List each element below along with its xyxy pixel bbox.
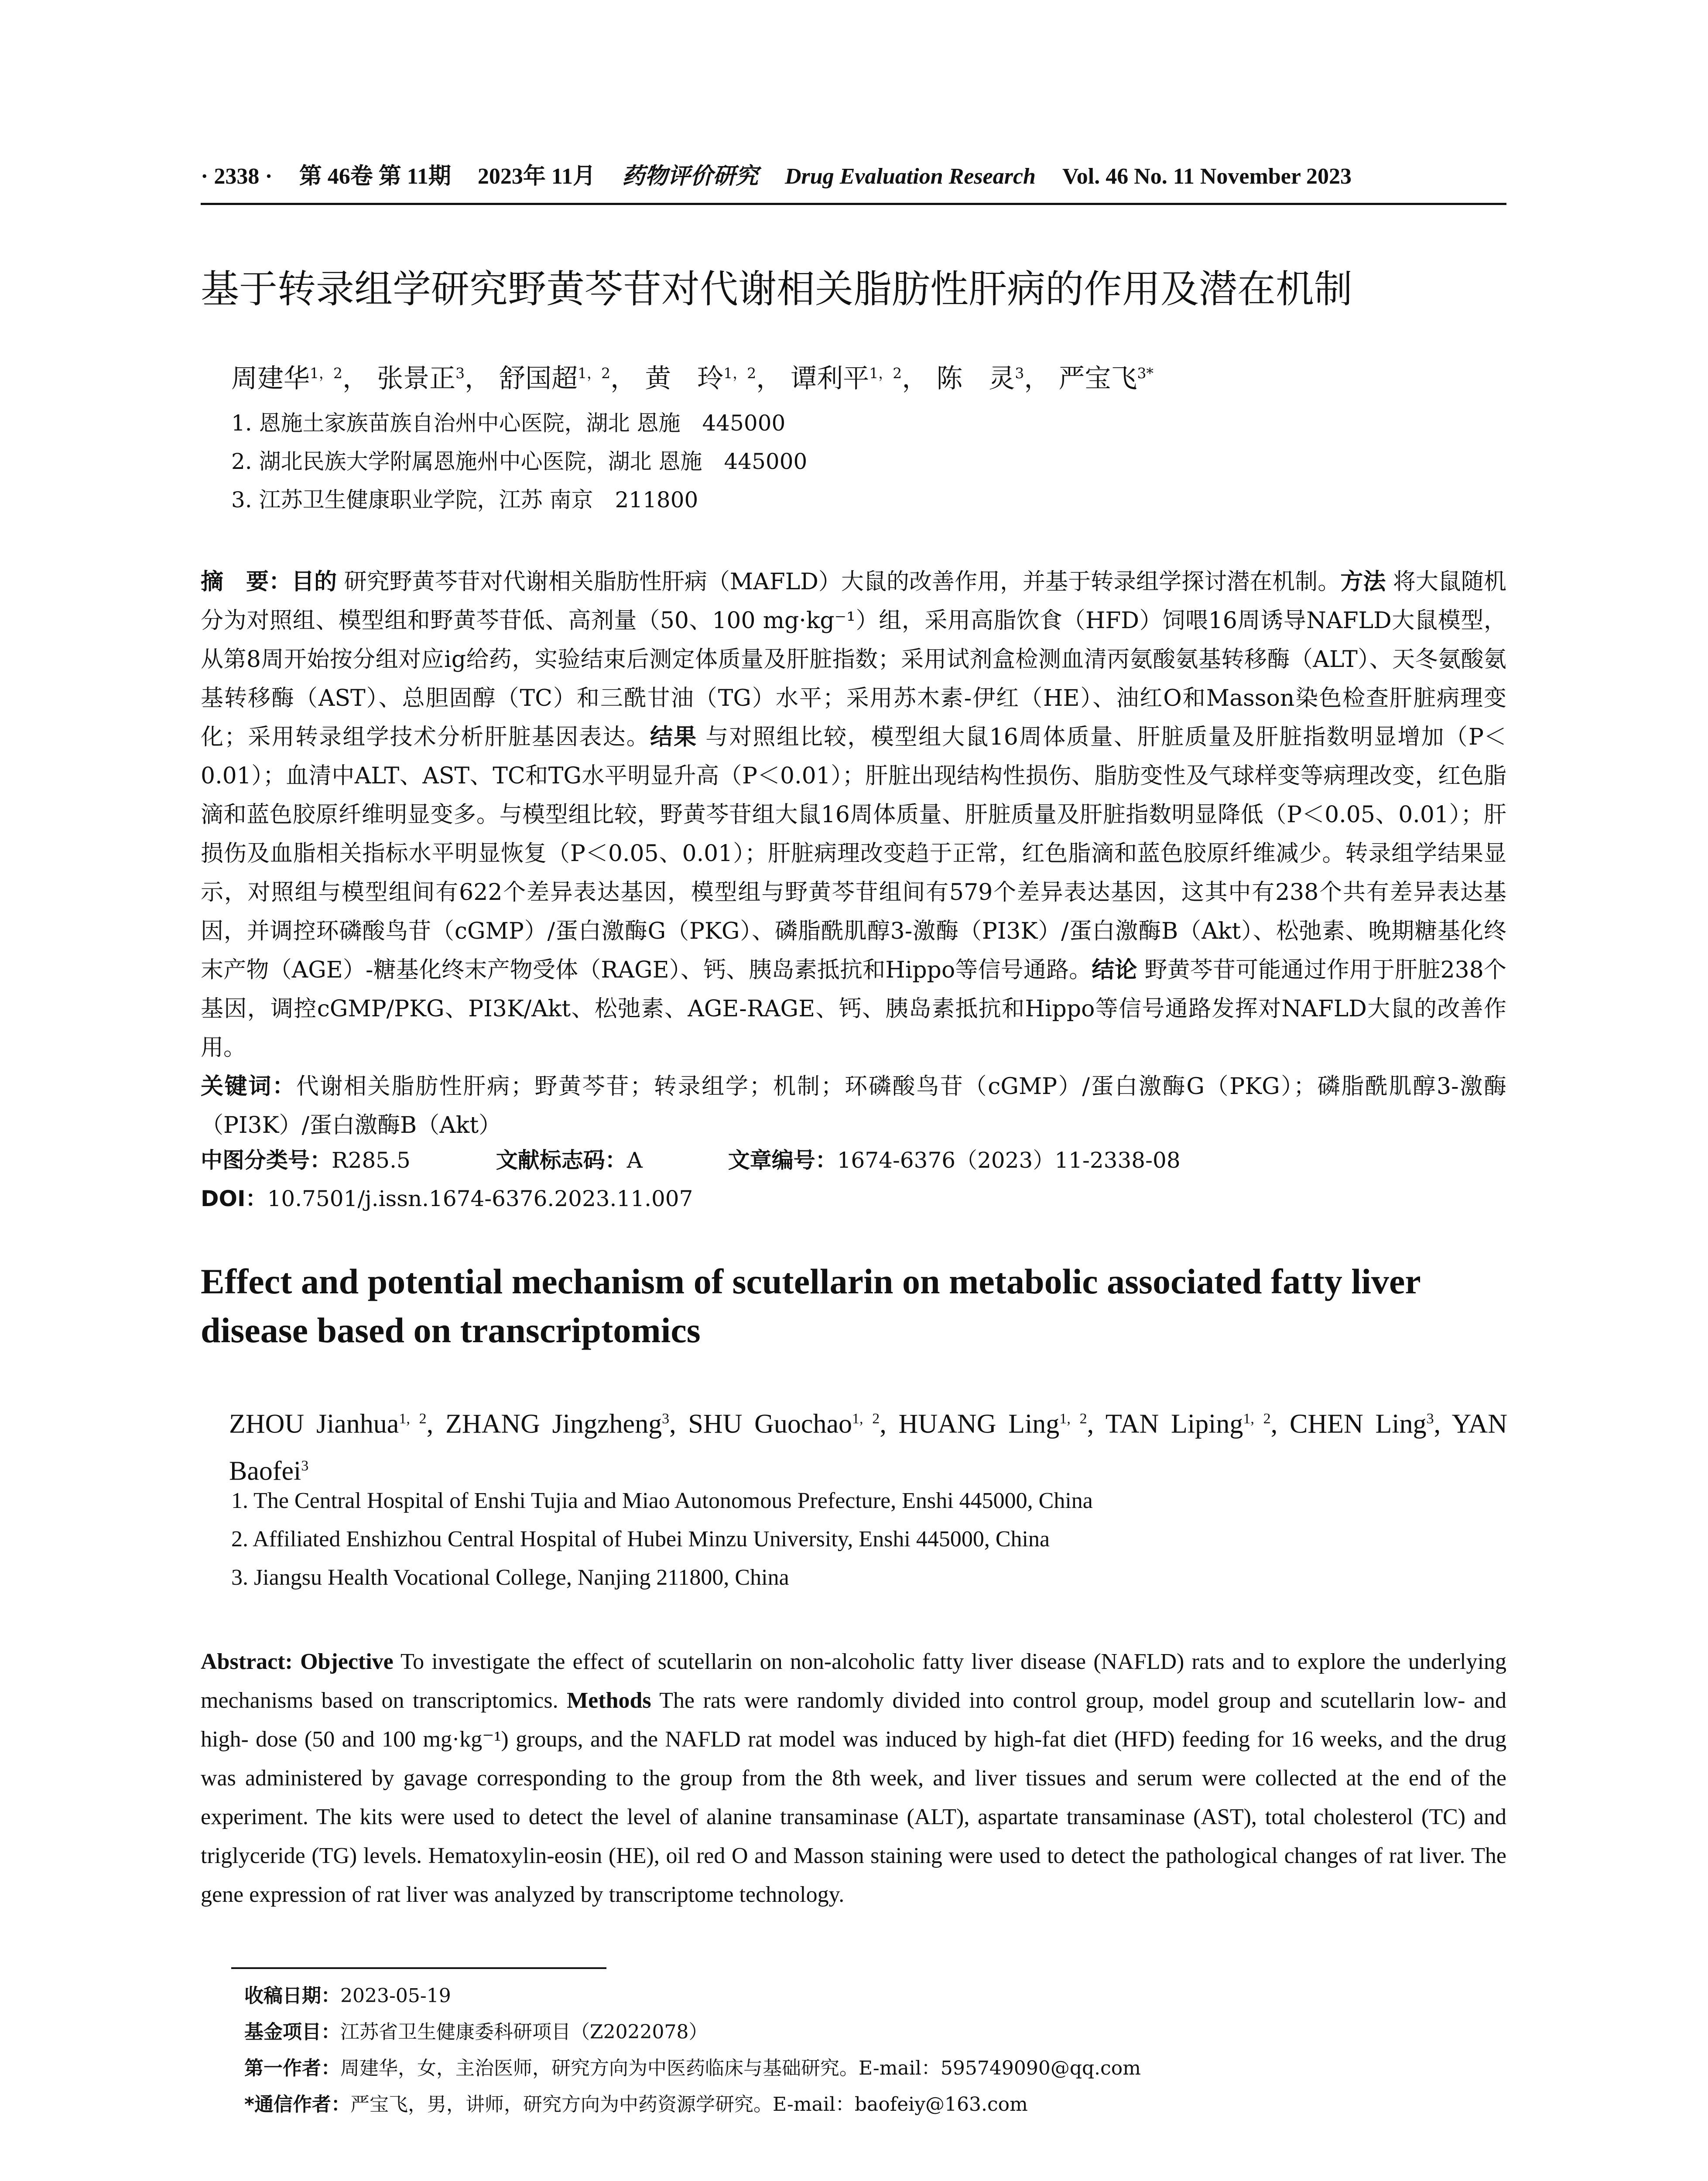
author-cn: 谭利平 <box>791 363 869 394</box>
results-cn-label: 结果 <box>650 724 698 750</box>
footnote-corresponding <box>244 2093 1028 2116</box>
author-sup: 1, 2 <box>1243 1411 1271 1427</box>
author-cn: 周建华 <box>231 363 310 394</box>
classification-line <box>201 1147 1181 1173</box>
keywords-cn-label: 关键词： <box>201 1073 296 1100</box>
footnote-label: 基金项目： <box>244 2021 340 2043</box>
abstract-cn-label: 摘 要： <box>201 569 292 595</box>
affiliation-en-3: 3. Jiangsu Health Vocational College, Nanjing 211800, China <box>231 1565 789 1590</box>
author-cn: 黄 玲 <box>645 363 724 394</box>
footnote-rule <box>231 1967 606 1969</box>
objective-cn: 研究野黄芩苷对代谢相关脂肪性肝病（MAFLD）大鼠的改善作用，并基于转录组学探讨潜在机制。 <box>344 569 1341 595</box>
author-sup: 3 <box>1426 1411 1434 1427</box>
clc-value: R285.5 <box>332 1148 411 1173</box>
author-sup: 1, 2 <box>852 1411 880 1427</box>
doi-label: DOI： <box>201 1186 267 1211</box>
title-en: Effect and potential mechanism of scutellarin on metabolic associated fatty liver disease based on transcriptomics <box>201 1261 1420 1350</box>
footnote-text: 2023-05-19 <box>340 1985 451 2007</box>
author-cn: 舒国超 <box>499 363 578 394</box>
abstract-en-label: Abstract: <box>201 1649 293 1674</box>
affiliation-cn-1: 1. 恩施土家族苗族自治州中心医院，湖北 恩施 445000 <box>231 410 786 436</box>
author-en: ZHANG Jingzheng <box>445 1409 662 1439</box>
article-number-label: 文章编号： <box>728 1148 837 1173</box>
author-sup: 1，2 <box>310 365 342 382</box>
abstract-en <box>201 1642 1506 1914</box>
author-sup: 3 <box>455 365 465 382</box>
footnote-text: 严宝飞，男，讲师，研究方向为中药资源学研究。E-mail：baofeiy@163.com <box>350 2093 1028 2116</box>
clc-label: 中图分类号： <box>201 1148 332 1173</box>
author-sup: 1，2 <box>578 365 611 382</box>
methods-cn: 将大鼠随机分为对照组、模型组和野黄芩苷低、高剂量（50、100 mg·kg⁻¹）组，采用高脂饮食（HFD）饲喂16周诱导NAFLD大鼠模型，从第8周开始按分组对应ig给药，实验结束后测定体质量及肝脏指数；采用试剂盒检测血清丙氨酸氨基转移酶（ALT）、天冬氨酸氨基转移酶（AST）、总胆固醇（TC）和三酰甘油（TG）水平；采用苏木素-伊红（HE）、油红O和Masson染色检查肝脏病理变化；采用转录组学技术分析肝脏基因表达。 <box>201 569 1506 750</box>
issue-en: Vol. 46 No. 11 November 2023 <box>1062 164 1352 189</box>
methods-en-label: Methods <box>567 1688 651 1713</box>
date-cn: 2023年 11月 <box>477 164 596 189</box>
header-rule <box>201 203 1506 205</box>
author-en: TAN Liping <box>1105 1409 1243 1439</box>
author-sup: 3* <box>1137 365 1153 382</box>
author-sup: 1, 2 <box>1059 1411 1087 1427</box>
objective-en-label: Objective <box>300 1649 394 1674</box>
authors-cn: 周建华$^{1,2}$， 张景正$^3$， 舒国超$^{1,2}$， 黄 玲$^{1,2}$， 谭利平$^{1,2}$， 陈 灵$^3$， 严宝飞$^{3*}$ <box>231 363 1153 394</box>
doi-value: 10.7501/j.issn.1674-6376.2023.11.007 <box>267 1186 693 1211</box>
conclusion-cn: 野黄芩苷可能通过作用于肝脏238个基因，调控cGMP/PKG、PI3K/Akt、松弛素、AGE-RAGE、钙、胰岛素抵抗和Hippo等信号通路发挥对NAFLD大鼠的改善作用。 <box>201 957 1506 1061</box>
author-cn: 张景正 <box>377 363 456 394</box>
author-cn: 严宝飞 <box>1058 363 1137 394</box>
issue-cn: 第 46卷 第 11期 <box>299 164 451 189</box>
methods-cn-label: 方法 <box>1340 569 1386 595</box>
footnote-label: *通信作者： <box>244 2093 351 2116</box>
author-sup: 1, 2 <box>399 1411 427 1427</box>
author-sup: 1，2 <box>723 365 756 382</box>
footnote-received <box>244 1985 451 2008</box>
authors-en: ZHOU Jianhua$^{1, 2}$, ZHANG Jingzheng$^3$, SHU Guochao$^{1, 2}$, HUANG Ling$^{1, 2}$, TAN Liping$^{1, 2}$, CHEN Ling$^3$, YAN Baofei$^3$ <box>229 1409 1508 1486</box>
doc-code-value: A <box>626 1148 643 1173</box>
footnote-label: 收稿日期： <box>244 1985 340 2007</box>
keywords-cn: 代谢相关脂肪性肝病；野黄芩苷；转录组学；机制；环磷酸鸟苷（cGMP）/蛋白激酶G（PKG）；磷脂酰肌醇3-激酶（PI3K）/蛋白激酶B（Akt） <box>201 1073 1506 1138</box>
author-en: CHEN Ling <box>1289 1409 1427 1439</box>
footnote-fund <box>244 2021 708 2044</box>
doi-line <box>201 1186 693 1212</box>
footnote-text: 周建华，女，主治医师，研究方向为中医药临床与基础研究。E-mail：595749090@qq.com <box>340 2057 1141 2079</box>
abstract-cn <box>201 563 1506 1145</box>
author-sup: 3 <box>662 1411 670 1427</box>
author-cn: 陈 灵 <box>936 363 1015 394</box>
journal-logo-cn: 药物评价研究 <box>622 163 758 189</box>
objective-cn-label: 目的 <box>291 569 337 595</box>
author-en: ZHOU Jianhua <box>229 1409 399 1439</box>
author-en: SHU Guochao <box>688 1409 852 1439</box>
results-cn: 与对照组比较，模型组大鼠16周体质量、肝脏质量及肝脏指数明显增加（P＜0.01）；血清中ALT、AST、TC和TG水平明显升高（P＜0.01）；肝脏出现结构性损伤、脂肪变性及气球样变等病理改变，红色脂滴和蓝色胶原纤维明显变多。与模型组比较，野黄芩苷组大鼠16周体质量、肝脏质量及肝脏指数明显降低（P＜0.05、0.01）；肝损伤及血脂相关指标水平明显恢复（P＜0.05、0.01）；肝脏病理改变趋于正常，红色脂滴和蓝色胶原纤维减少。转录组学结果显示，对照组与模型组间有622个差异表达基因，模型组与野黄芩苷组间有579个差异表达基因，这其中有238个共有差异表达基因，并调控环磷酸鸟苷（cGMP）/蛋白激酶G（PKG）、磷脂酰肌醇3-激酶（PI3K）/蛋白激酶B（Akt）、松弛素、晚期糖基化终末产物（AGE）-糖基化终末产物受体（RAGE）、钙、胰岛素抵抗和Hippo等信号通路。 <box>201 724 1506 983</box>
affiliation-en-2: 2. Affiliated Enshizhou Central Hospital of Hubei Minzu University, Enshi 445000, China <box>231 1527 1050 1552</box>
objective-en: To investigate the effect of scutellarin on non-alcoholic fatty liver disease (NAFLD) rats and to explore the underlying mechanisms based on transcriptomics. <box>201 1649 1507 1713</box>
footnote-label: 第一作者： <box>244 2057 340 2079</box>
author-sup: 3 <box>1015 365 1024 382</box>
author-sup: 1，2 <box>869 365 902 382</box>
footnote-first-author <box>244 2057 1141 2080</box>
affiliation-cn-2: 2. 湖北民族大学附属恩施州中心医院，湖北 恩施 445000 <box>231 449 808 474</box>
author-sup: 3 <box>301 1457 309 1474</box>
doc-code-label: 文献标志码： <box>496 1148 627 1173</box>
running-header <box>201 165 1509 188</box>
affiliation-en-1: 1. The Central Hospital of Enshi Tujia and Miao Autonomous Prefecture, Enshi 445000, China <box>231 1488 1093 1513</box>
journal-name-en: Drug Evaluation Research <box>784 164 1036 189</box>
author-en: HUANG Ling <box>898 1409 1060 1439</box>
page-number: · 2338 · <box>201 164 273 189</box>
title-cn: 基于转录组学研究野黄芩苷对代谢相关脂肪性肝病的作用及潜在机制 <box>201 267 1353 311</box>
conclusion-cn-label: 结论 <box>1092 957 1137 983</box>
affiliation-cn-3: 3. 江苏卫生健康职业学院，江苏 南京 211800 <box>231 487 698 513</box>
footnote-text: 江苏省卫生健康委科研项目（Z2022078） <box>340 2021 708 2043</box>
author-en: YAN Baofei <box>229 1409 1508 1486</box>
article-number-value: 1674-6376（2023）11-2338-08 <box>837 1148 1181 1173</box>
methods-en: The rats were randomly divided into control group, model group and scutellarin low- and high- dose (50 and 100 mg·kg⁻¹) groups, and the NAFLD rat model was induced by high-fat diet (HFD) feeding for 16 weeks, and the drug was administered by gavage corresponding to the group from the 8th week, and liver tissues and serum were collected at the end of the experiment. The kits were used to detect the level of alanine transaminase (ALT), aspartate transaminase (AST), total cholesterol (TC) and triglyceride (TG) levels. Hematoxylin-eosin (HE), oil red O and Masson staining were used to detect the pathological changes of rat liver. The gene expression of rat liver was analyzed by transcriptome technology. <box>201 1688 1506 1907</box>
